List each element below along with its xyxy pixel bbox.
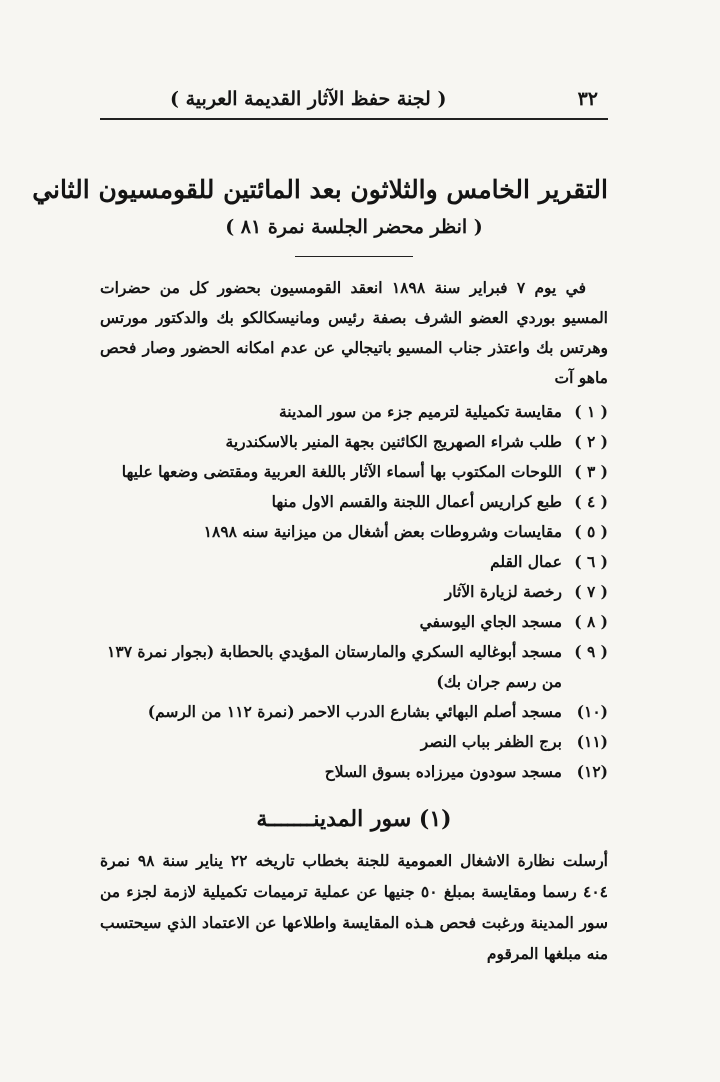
agenda-item-text: مسجد أصلم البهائي بشارع الدرب الاحمر (نمرة ١١٢ من الرسم) [147,702,562,721]
report-title: التقرير الخامس والثلاثون بعد المائتين للقومسيون الثاني [32,175,608,204]
agenda-item-text: طبع كراريس أعمال اللجنة والقسم الاول منها [271,492,562,511]
agenda-item-text: مسجد أبوغاليه السكري والمارستان المؤيدي بالحطابة (بجوار نمرة ١٣٧ من رسم جران بك) [107,642,562,691]
agenda-item-number: ( ٦ ) [574,552,608,571]
agenda-item-text: برج الظفر بباب النصر [420,732,562,751]
agenda-item-text: اللوحات المكتوب بها أسماء الآثار باللغة العربية ومقتضى وضعها عليها [121,462,562,481]
agenda-item-text: مقايسات وشروطات بعض أشغال من ميزانية سنه ١٨٩٨ [203,522,562,541]
agenda-item-text: عمال القلم [490,552,562,571]
agenda-item-text: مسجد سودون ميرزاده بسوق السلاح [324,762,562,781]
agenda-item-text: رخصة لزيارة الآثار [444,582,562,601]
section-heading: (١) سور المدينـــــــة [256,806,452,832]
agenda-item-number: (١١) [576,732,608,751]
report-subtitle: ( انظر محضر الجلسة نمرة ٨١ ) [225,216,483,238]
agenda-item-number: ( ٢ ) [574,432,608,451]
agenda-item-number: ( ١ ) [574,402,608,421]
agenda-item-number: ( ٧ ) [574,582,608,601]
agenda-item-number: ( ٣ ) [574,462,608,481]
agenda-item [100,547,608,577]
agenda-item-text: مسجد الجاي اليوسفي [419,612,562,631]
running-header [100,88,608,120]
agenda-item [100,517,608,547]
running-title: ( لجنة حفظ الآثار القديمة العربية ) [170,88,447,110]
agenda-item-number: (١٢) [576,762,608,781]
agenda-list [100,397,608,787]
agenda-item [100,577,608,607]
agenda-item [100,427,608,457]
title-divider [295,256,413,257]
agenda-item-number: (١٠) [576,702,608,721]
page-number: ٣٢ [577,88,598,110]
agenda-item [100,607,608,637]
agenda-item [100,727,608,757]
section-body: أرسلت نظارة الاشغال العمومية للجنة بخطاب تاريخه ٢٢ يناير سنة ٩٨ نمرة ٤٠٤ رسما ومقايسة بمبلغ ٥٠ جنيها عن عملية ترميمات تكميلية لازمة لجزء من سور المدينة ورغبت فحص هـذه المقايسة واطلاعها عن الاعتماد الذي سيحتسب منه مبلغها المرقوم [100,851,608,963]
agenda-item-number: ( ٩ ) [574,642,608,661]
agenda-item-text: طلب شراء الصهريج الكائنين بجهة المنير بالاسكندرية [225,432,562,451]
agenda-item-number: ( ٨ ) [574,612,608,631]
agenda-item [100,637,608,697]
agenda-item [100,457,608,487]
intro-paragraph: في يوم ٧ فبراير سنة ١٨٩٨ انعقد القومسيون بحضور كل من حضرات المسيو بوردي العضو الشرف بصفة رئيس ومانيسكالكو بك والدكتور مورتس وهرتس بك واعتذر جناب المسيو باتيجالي عن عدم امكانه الحضور وصار فحص ماهو آت [100,278,608,387]
agenda-item-number: ( ٥ ) [574,522,608,541]
agenda-item [100,397,608,427]
agenda-item [100,487,608,517]
agenda-item [100,697,608,727]
agenda-item-text: مقايسة تكميلية لترميم جزء من سور المدينة [278,402,562,421]
agenda-item-number: ( ٤ ) [574,492,608,511]
agenda-item [100,757,608,787]
